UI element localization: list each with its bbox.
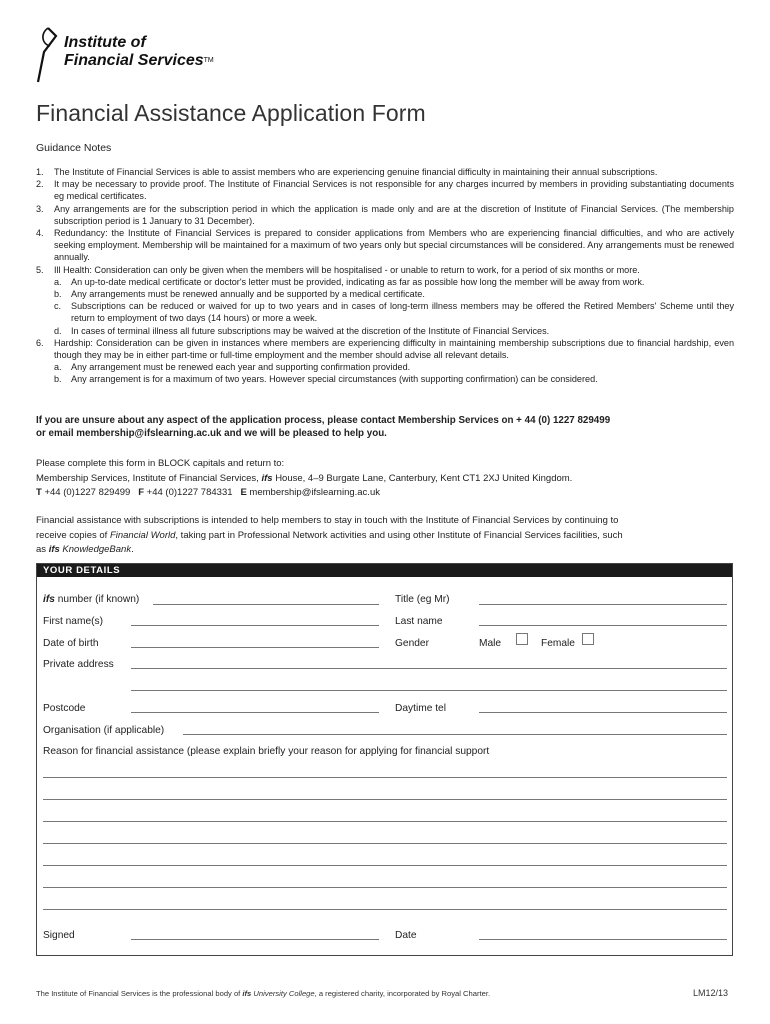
date-label: Date — [395, 930, 417, 941]
ifs-swirl-logo-icon — [34, 24, 66, 84]
male-label: Male — [479, 638, 502, 649]
dob-field[interactable] — [131, 647, 379, 648]
contact-line-1: If you are unsure about any aspect of the application process, please contact Membership Services on + 44 (0) 1227 829499 — [36, 415, 611, 426]
guidance-heading: Guidance Notes — [36, 142, 112, 154]
ifs-number-field[interactable] — [153, 604, 379, 605]
last-name-field[interactable] — [479, 625, 727, 626]
gender-label: Gender — [395, 638, 429, 649]
your-details-form — [36, 563, 733, 956]
page-title: Financial Assistance Application Form — [36, 100, 426, 126]
logo-line-2: Financial Services™ — [64, 52, 214, 69]
daytime-tel-field[interactable] — [479, 712, 727, 713]
daytime-tel-label: Daytime tel — [395, 703, 446, 714]
postcode-field[interactable] — [131, 712, 379, 713]
note-5a: a. An up-to-date medical certificate or doctor's letter must be provided, indicating as far as possible how long the member will be away from work. — [54, 276, 645, 287]
form-heading: YOUR DETAILS — [37, 564, 732, 577]
note-1: 1. The Institute of Financial Services is able to assist members who are experiencing genuine financial difficulty in maintaining their annual subscriptions. — [36, 167, 658, 177]
reason-line-2[interactable] — [43, 799, 727, 800]
note-5: 5. Ill Health: Consideration can only be given when the members will be hospitalised - or unable to return to work, for a period of six months or more. — [36, 264, 640, 275]
assistance-paragraph: Financial assistance with subscriptions is intended to help members to stay in touch with the Institute of Financial Services by continuing to receive copies of Financial World, taking part in Professional Network activities and using other Institute of Financial Services facilities, such as ifs KnowledgeBank. — [36, 515, 623, 556]
reason-line-1[interactable] — [43, 777, 727, 778]
logo — [34, 24, 254, 84]
footer-text: The Institute of Financial Services is the professional body of ifs University College, a registered charity, incorporated by Royal Charter. — [36, 989, 491, 998]
organisation-label: Organisation (if applicable) — [43, 725, 165, 736]
reason-line-5[interactable] — [43, 865, 727, 866]
return-instructions — [36, 457, 736, 501]
title-label: Title (eg Mr) — [395, 594, 450, 605]
last-name-label: Last name — [395, 616, 443, 627]
note-4: 4. Redundancy: the Institute of Financial Services is prepared to consider applications from Members who are experiencing financial difficulties, and who are actively seeking employment. Membership will be maintained for a maximum of two years only but special circumstances will be considered. Any arrangements must be renewed annually. — [36, 228, 734, 263]
address-field-1[interactable] — [131, 668, 727, 669]
signed-label: Signed — [43, 930, 75, 941]
trademark: TM — [203, 57, 214, 64]
date-field[interactable] — [479, 939, 727, 940]
note-6b: b. Any arrangement is for a maximum of two years. However special circumstances (with supporting confirmation) can be considered. — [54, 374, 598, 385]
contact-numbers: T +44 (0)1227 829499 F +44 (0)1227 784331 E membership@ifslearning.ac.uk — [36, 487, 380, 498]
address-label: Private address — [43, 659, 114, 670]
note-6a: a. Any arrangement must be renewed each year and supporting confirmation provided. — [54, 362, 411, 373]
dob-label: Date of birth — [43, 638, 99, 649]
signature-field[interactable] — [131, 939, 379, 940]
female-checkbox[interactable] — [582, 633, 594, 645]
organisation-field[interactable] — [183, 734, 727, 735]
reason-line-7[interactable] — [43, 909, 727, 910]
note-5c: c. Subscriptions can be reduced or waived for up to two years and in cases of long-term illness members may be offered the Retired Members' Scheme until they return to employment of two days (14 hours) or more a week. — [54, 301, 734, 324]
first-names-field[interactable] — [131, 625, 379, 626]
reason-label: Reason for financial assistance (please explain briefly your reason for applying for financial support — [43, 746, 490, 757]
note-3: 3. Any arrangements are for the subscription period in which the application is made only and are at the discretion of Institute of Financial Services. (The membership subscription period is 1 January to 31 December). — [36, 203, 734, 226]
return-address: Membership Services, Institute of Financial Services, ifs House, 4–9 Burgate Lane, Canterbury, Kent CT1 2XJ United Kingdom. — [36, 472, 573, 484]
note-2: 2. It may be necessary to provide proof. The Institute of Financial Services is not responsible for any charges incurred by members in providing substantiating documents eg medical certificates. — [36, 179, 734, 202]
instructions-line: Please complete this form in BLOCK capitals and return to: — [36, 458, 285, 469]
title-field[interactable] — [479, 604, 727, 605]
note-5b: b. Any arrangements must be renewed annually and be supported by a medical certificate. — [54, 289, 425, 300]
contact-info — [36, 414, 736, 440]
reason-line-3[interactable] — [43, 821, 727, 822]
male-checkbox[interactable] — [516, 633, 528, 645]
note-5d: d. In cases of terminal illness all future subscriptions may be waived at the discretion of the Institute of Financial Services. — [54, 325, 550, 336]
logo-line-1: Institute of — [64, 34, 146, 51]
ifs-number-label: ifs number (if known) — [43, 594, 140, 605]
first-names-label: First name(s) — [43, 616, 103, 627]
address-field-2[interactable] — [131, 690, 727, 691]
postcode-label: Postcode — [43, 703, 86, 714]
note-6: 6. Hardship: Consideration can be given in instances where members are experiencing difficulty in maintaining membership subscriptions due to financial hardship, even though they may be in either part-time or full-time employment and the member should advise all relevant details. — [36, 337, 734, 361]
contact-line-2: or email membership@ifslearning.ac.uk and we will be pleased to help you. — [36, 428, 387, 439]
reason-line-4[interactable] — [43, 843, 727, 844]
reason-line-6[interactable] — [43, 887, 727, 888]
form-code: LM12/13 — [693, 988, 729, 998]
female-label: Female — [541, 638, 575, 649]
guidance-notes — [36, 166, 734, 386]
